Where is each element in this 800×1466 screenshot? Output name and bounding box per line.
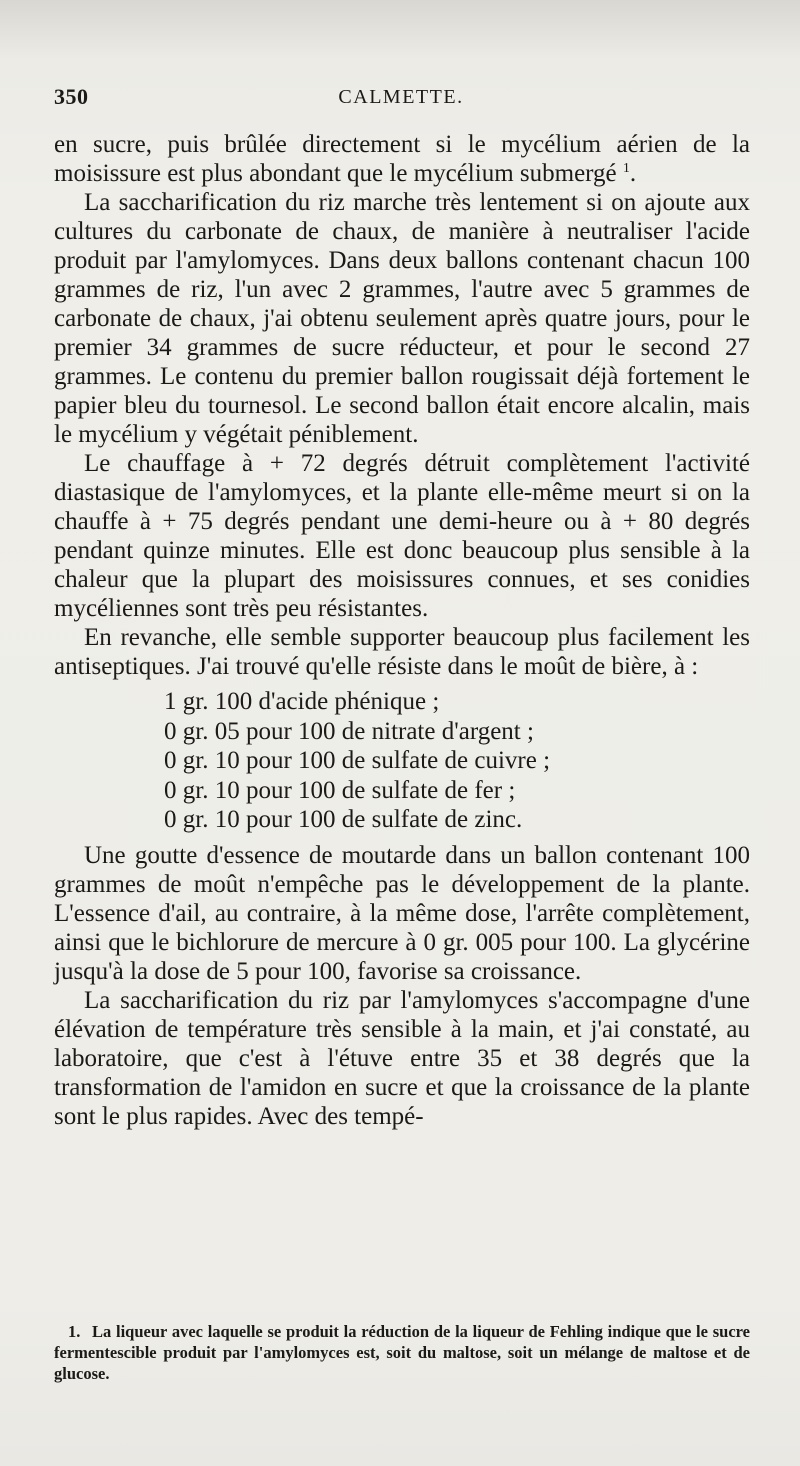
paragraph-1 (54, 130, 750, 188)
list-item: 0 gr. 05 pour 100 de nitrate d'argent ; (164, 717, 534, 745)
footnote-number: 1. (68, 1322, 81, 1341)
page-number: 350 (54, 84, 89, 109)
paragraph-text: en sucre, puis brûlée directement si le mycélium aérien de la moisissure est plus abondant que le mycélium submergé (54, 131, 750, 187)
footnote (54, 1321, 750, 1384)
footnote-text: La liqueur avec laquelle se produit la réduction de la liqueur de Fehling indique que le sucre fermentescible produit par l'amylomyces est, soit du maltose, soit un mélange de maltose et de glucose. (54, 1322, 750, 1383)
paragraph-punct: . (629, 160, 637, 187)
paragraph-5: Une goutte d'essence de moutarde dans un ballon contenant 100 grammes de moût n'empêche pas le développement de la plante. L'essence d'ail, au contraire, à la même dose, l'arrête complètement, ainsi que le bichlorure de mercure à 0 gr. 005 pour 100. La glycérine jusqu'à la dose de 5 pour 100, favorise sa croissance. (54, 841, 750, 985)
running-head: CALMETTE. (338, 86, 464, 108)
paragraph-2: La saccharification du riz marche très lentement si on ajoute aux cultures du carbonate de chaux, de manière à neutraliser l'acide produit par l'amylomyces. Dans deux ballons contenant chacun 100 grammes de riz, l'un avec 2 grammes, l'autre avec 5 grammes de carbonate de chaux, j'ai obtenu seulement après quatre jours, pour le premier 34 grammes de sucre réducteur, et pour le second 27 grammes. Le contenu du premier ballon rougissait déjà fortement le papier bleu du tournesol. Le second ballon était encore alcalin, mais le mycélium y végétait péniblement. (54, 189, 750, 448)
list-item: 1 gr. 100 d'acide phénique ; (164, 688, 440, 715)
list-item: 0 gr. 10 pour 100 de sulfate de fer ; (164, 776, 516, 804)
list-item: 0 gr. 10 pour 100 de sulfate de cuivre ; (164, 747, 551, 774)
paragraph-4: En revanche, elle semble supporter beaucoup plus facilement les antiseptiques. J'ai trouvé qu'elle résiste dans le moût de bière, à : (54, 624, 750, 680)
paragraph-6: La saccharification du riz par l'amylomyces s'accompagne d'une élévation de température très sensible à la main, et j'ai constaté, au laboratoire, que c'est à l'étuve entre 35 et 38 degrés que la transformation de l'amidon en sucre et que la croissance de la plante sont le plus rapides. Avec des tempé- (54, 986, 750, 1130)
page-header (54, 84, 748, 118)
paragraph-3: Le chauffage à + 72 degrés détruit complètement l'activité diastasique de l'amylomyces, et la plante elle-même meurt si on la chauffe à + 75 degrés pendant une demi-heure ou à + 80 degrés pendant quinze minutes. Elle est donc beaucoup plus sensible à la chaleur que la plupart des moisissures connues, et ses conidies mycéliennes sont très peu résistantes. (54, 450, 750, 622)
footnote-ref[interactable]: 1 (622, 161, 630, 176)
antiseptic-list (164, 687, 750, 835)
page-body (54, 130, 750, 1131)
list-item: 0 gr. 10 pour 100 de sulfate de zinc. (164, 806, 523, 833)
